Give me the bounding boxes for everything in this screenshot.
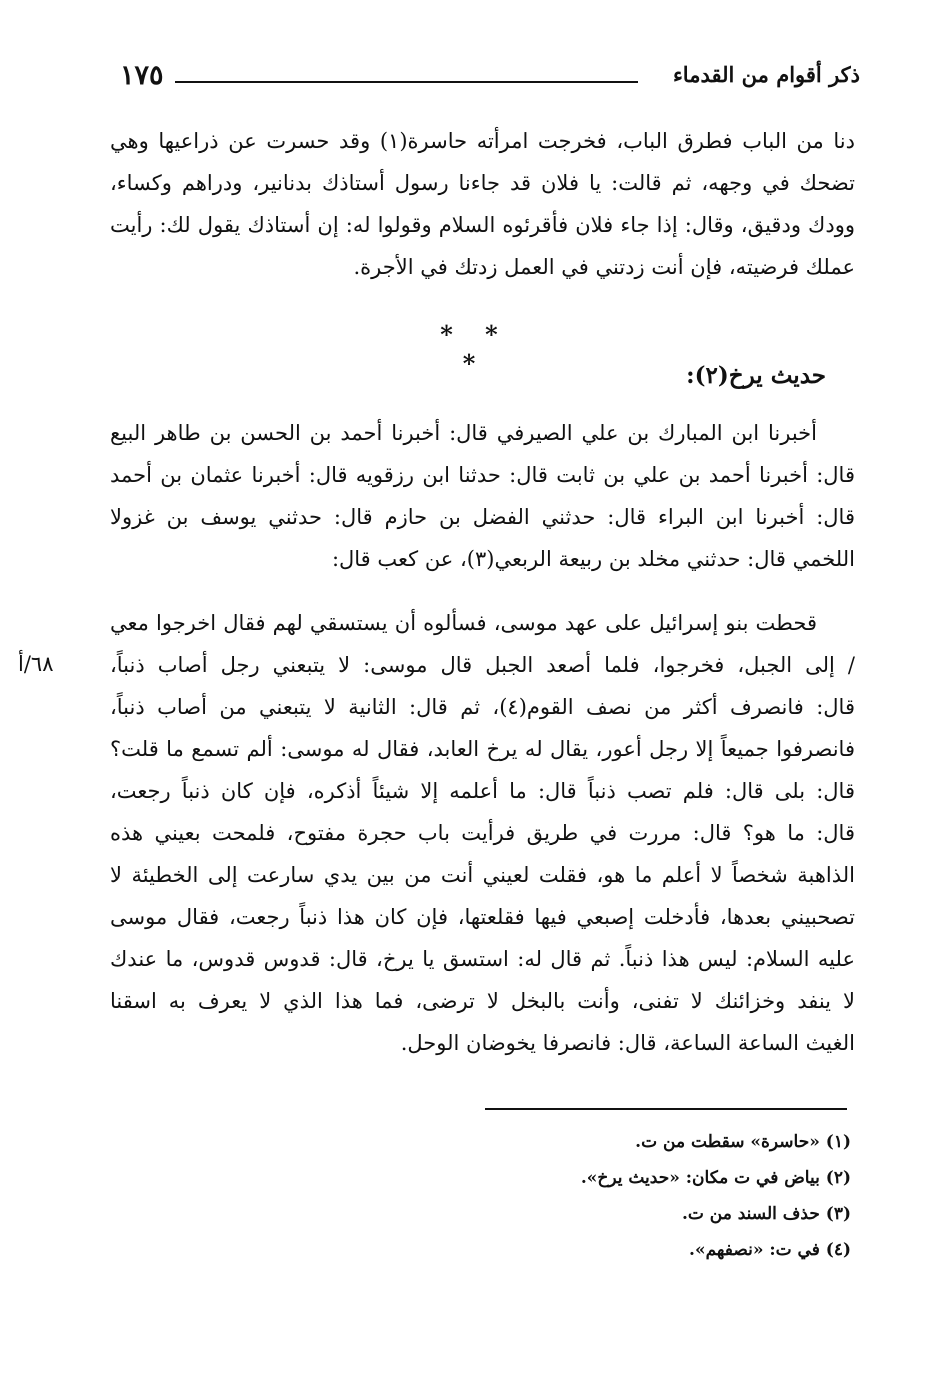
paragraph-2 [110,412,855,580]
footnotes [351,1124,851,1268]
text-line: أخبرنا ابن المبارك بن علي الصيرفي قال: أخبرنا أحمد بن الحسن بن طاهر البيع [110,421,817,445]
text-line: وودك ودقيق، وقال: إذا جاء فلان فأقرئوه السلام وقولوا له: إن أستاذك يقول لك: رأيت [110,213,855,237]
header-rule [175,81,638,83]
text-line: تصحبيني بعدها، فأدخلت إصبعي فيها فقلعتها، فإن كان هذا ذنباً رجعت، فقال موسى [110,905,855,929]
text-line: فانصرفوا جميعاً إلا رجل أعور، يقال له يرخ العابد، فقال له موسى: ألم تسمع ما قلت؟ [110,737,855,761]
footnote: (٤) في ت: «نصفهم». [689,1240,851,1260]
text-line: دنا من الباب فطرق الباب، فخرجت امرأته حاسرة(١) وقد حسرت عن ذراعيها وهي [110,129,855,153]
text-line: / إلى الجبل، فخرجوا، فلما أصعد الجبل قال موسى: لا يتبعني رجل أصاب ذنباً، [110,653,855,677]
text-line: قال: فانصرف أكثر من نصف القوم(٤)، ثم قال: الثانية لا يتبعني من أصاب ذنباً، [110,695,855,719]
footnote-rule [485,1108,847,1110]
running-header [120,60,860,96]
footnote: (٣) حذف السند من ت. [681,1204,851,1224]
section-separator: * * * [440,320,510,378]
text-line: قال: ما هو؟ قال: مررت في طريق فرأيت باب حجرة مفتوح، فلمحت بعيني هذه [110,821,855,845]
text-line: تضحك في وجهه، ثم قالت: يا فلان قد جاءنا رسول أستاذك بدنانير، ودراهم وكساء، [110,171,855,195]
paragraph-3 [110,602,855,1064]
text-line: الغيث الساعة الساعة، قال: فانصرفا يخوضان الوحل. [400,1031,855,1055]
text-line: قال: بلى قال: فلم تصب ذنباً قال: ما أعلمه إلا شيئاً أذكره، فإن كان ذنباً رجعت، [110,779,855,803]
footnote: (١) «حاسرة» سقطت من ت. [635,1132,851,1152]
page-number: ١٧٥ [120,60,164,91]
text-line: الذاهبة شخصاً لا أعلم ما هو، فقلت لعيني أنت من بين يدي سارعت إلى الخطيئة لا [110,863,855,887]
text-line: قال: أخبرنا ابن البراء قال: حدثني الفضل بن حازم قال: حدثني يوسف بن غزولا [110,505,855,529]
text-line: قحطت بنو إسرائيل على عهد موسى، فسألوه أن يستسقي لهم فقال اخرجوا معي [110,611,817,635]
section-title: حديث يرخ(٢): [686,362,826,389]
text-line: لا ينفد وخزائنك لا تفنى، وأنت بالبخل لا ترضى، فما هذا الذي لا يعرف به اسقنا [110,989,855,1013]
manuscript-folio-note: ٦٨/أ [18,652,54,676]
running-title: ذكر أقوام من القدماء [672,62,860,87]
text-line: قال: أخبرنا أحمد بن علي بن ثابت قال: حدثنا ابن رزقويه قال: أخبرنا عثمان بن أحمد [110,463,855,487]
text-line: عملك فرضيته، فإن أنت زدتني في العمل زدتك في الأجرة. [353,255,855,279]
footnote: (٢) بياض في ت مكان: «حديث يرخ». [580,1168,851,1188]
text-line: اللخمي قال: حدثني مخلد بن ربيعة الربعي(٣)، عن كعب قال: [331,547,855,571]
paragraph-1 [110,120,855,288]
text-line: عليه السلام: ليس هذا ذنباً. ثم قال له: استسق يا يرخ، قال: قدوس قدوس، ما عندك [110,947,855,971]
